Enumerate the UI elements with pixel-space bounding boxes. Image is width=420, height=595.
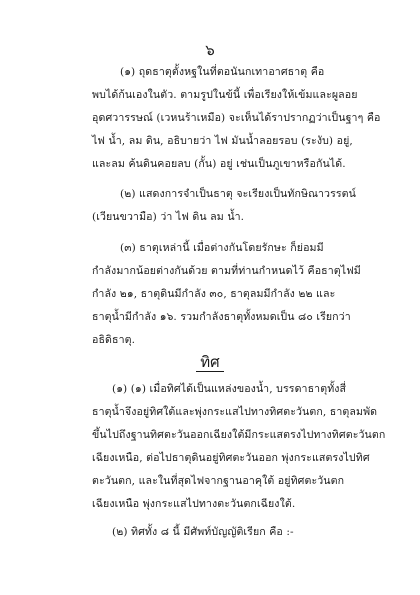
para4-line1: (๑) (๑) เมื่อทิศได้เป็นแหล่งของน้ำ, บรรดาธาตุทั้งสี่	[112, 383, 347, 395]
para1-line3: อุดศวารรษณ์ (เวหนร้าเหมือ) จะเห็นได้ราปรากฏว่าเป็นฐาๆ คือ	[92, 112, 381, 124]
para4-line6: เฉียงเหนือ พุ่งกระแสไปทางตะวันตกเฉียงใต้.	[92, 498, 296, 510]
para2-line2: (เวียนขวามือ) ว่า ไฟ ดิน ลม น้ำ.	[92, 211, 245, 223]
para4-line2: ธาตุน้ำจึงอยู่ทิศใต้และพุ่งกระแสไปทางทิศตะวันตก, ธาตุลมพัด	[92, 406, 378, 418]
para3-line4: ธาตุน้ำมีกำลัง ๑๖. รวมกำลังธาตุทั้งหมดเป็น ๘๐ เรียกว่า	[92, 311, 351, 323]
para3-line5: อธิดิธาตุ.	[92, 334, 136, 346]
para4-line3: ขึ้นไปถึงฐานทิศตะวันออกเฉียงใต้มีกระแสตรงไปทางทิศตะวันตก	[92, 429, 386, 441]
para1-line5: และลม ค้นดินคอยลบ (กั้น) อยู่ เช่นเป็นภูเขาหรือกันได้.	[92, 158, 346, 170]
para1-line4: ไฟ น้ำ, ลม ดิน, อธิบายว่า ไฟ มันน้ำลอยรอบ (ระงับ) อยู่,	[92, 135, 353, 147]
para5-line1: (๒) ทิศทั้ง ๘ นี้ มีศัพท์บัญญัติเรียก คือ :-	[112, 526, 294, 538]
para3-line2: กำลังมากน้อยต่างกันด้วย ตามที่ท่านกำหนดไว้ คือธาตุไฟมี	[92, 265, 361, 277]
section-heading	[0, 350, 420, 374]
para1-line2: พบได้ก้นเองในตัว. ตามรูปในข้นี้ เพื่อเรียงให้เข้มและผูลอย	[92, 89, 358, 101]
para4-line4: เฉียงเหนือ, ต่อไปธาตุดินอยู่ทิศตะวันออก พุ่งกระแสตรงไปทิศ	[92, 452, 370, 464]
para3-line1: (๓) ธาตุเหล่านี้ เมื่อต่างกันโดยรักษะ ก็ย่อมมี	[120, 242, 324, 254]
page-number: ๖	[205, 41, 215, 59]
section-heading-text: ทิศ	[196, 353, 223, 372]
para1-line1: (๑) ถุดธาตุตั้งหฐในที่ตอนันกเทาอาศธาตุ คือ	[120, 66, 325, 78]
para2-line1: (๒) แสดงการจำเป็นธาตุ จะเรียงเป็นทักษิณาวรรตน์	[120, 188, 357, 200]
para3-line3: กำลัง ๒๑, ธาตุดินมีกำลัง ๓๐, ธาตุลมมีกำลัง ๒๒ และ	[92, 288, 336, 300]
para4-line5: ตะวันตก, และในที่สุดไฟจากฐานอาคุใต้ อยู่ทิศตะวันตก	[92, 475, 345, 487]
